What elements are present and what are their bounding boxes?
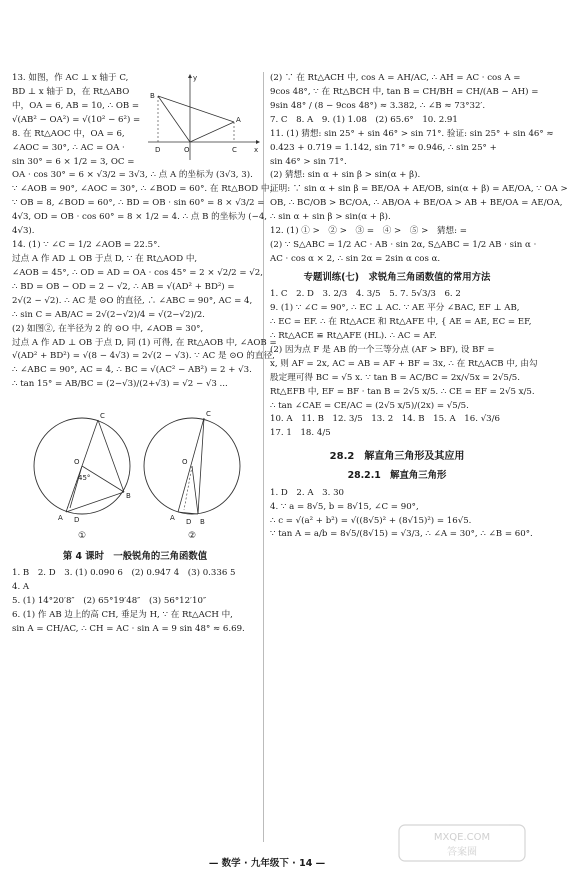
right-b-line: 1. C 2. D 3. 2/3 4. 3/5 5. 7. 5√3/3 6. 2	[270, 289, 461, 300]
right-b-line: 9. (1) ∵ ∠C = 90°, ∴ EC ⊥ AC. ∵ AE 平分 ∠BAC, EF ⊥ AB,	[270, 303, 520, 314]
left-a-line: ∴ tan 15° = AB/BC = (2−√3)/(2+√3) = √2 − √3 ...	[12, 379, 228, 390]
problems-6-12-text	[270, 72, 568, 267]
problem-13-coordinate-figure	[144, 72, 262, 164]
special-training-answers	[270, 288, 538, 441]
watermark-logo	[398, 824, 526, 862]
left-a-line: 过点 A 作 AD ⊥ OB 于点 D, ∵ 在 Rt△AOD 中,	[12, 253, 198, 264]
right-a-line: 0.423 + 0.719 = 1.142, sin 71° ≈ 0.946, ∴ sin 25° +	[270, 142, 497, 153]
c1-label-o: O	[74, 458, 80, 467]
problem-14-circle-figures	[12, 396, 258, 546]
right-b-line: 10. A 11. B 12. 3/5 13. 2 14. B 15. A 16. √3/6	[270, 414, 501, 425]
label-point-o: O	[184, 146, 190, 154]
left-a-line: OA · cos 30° = 6 × √3/2 = 3√3, ∴ 点 A 的坐标为 (3√3, 3).	[12, 170, 253, 181]
left-b-line: 1. B 2. D 3. (1) 0.090 6 (2) 0.947 4 (3) 0.336 5	[12, 568, 236, 579]
right-a-line: 9sin 48° / (8 − 9cos 48°) ≈ 3.382, ∴ ∠B ≈ 73°32′.	[270, 100, 486, 111]
c1-angle-label: 45°	[78, 474, 91, 483]
right-column	[270, 72, 568, 542]
right-a-line: 9cos 48°, ∵ 在 Rt△BCH 中, tan B = CH/BH = CH/(AB − AH) =	[270, 86, 539, 97]
lesson-4-answers	[12, 567, 258, 637]
c1-label-b: B	[126, 492, 131, 501]
left-a-line: ∠AOB = 45°, ∴ OD = AD = OA · cos 45° = 2 × √2/2 = √2,	[12, 267, 263, 278]
left-b-line: sin A = CH/AC, ∴ CH = AC · sin A = 9 sin 48° ≈ 6.69.	[12, 624, 245, 635]
c1-label-c: C	[100, 412, 105, 421]
right-b-line: 17. 1 18. 4/5	[270, 428, 331, 439]
left-a-line: 8. 在 Rt△AOC 中，OA = 6,	[12, 128, 125, 139]
left-b-line: 5. (1) 14°20′8″ (2) 65°19′48″ (3) 56°12′10″	[12, 596, 207, 607]
right-a-line: (2) ∵ S△ABC = 1/2 AC · AB · sin 2α, S△ABC = 1/2 AB · sin α ·	[270, 240, 537, 251]
label-point-a: A	[236, 116, 241, 124]
c2-label-a: A	[170, 514, 175, 523]
right-a-line: (2) 猜想: sin α + sin β > sin(α + β).	[270, 170, 421, 181]
svg-text:答案圈: 答案圈	[447, 847, 477, 858]
left-a-line: 4√3).	[12, 226, 35, 237]
right-a-line: 7. C 8. A 9. (1) 1.08 (2) 65.6° 10. 2.91	[270, 114, 458, 125]
c2-label-o: O	[182, 458, 188, 467]
left-a-line: ∴ ∠ABC = 90°, AC = 4, ∴ BC = √(AC² − AB²) = 2 + √3.	[12, 365, 252, 376]
left-a-line: BD ⊥ x 轴于 D，在 Rt△ABO	[12, 86, 130, 97]
left-column	[12, 72, 279, 637]
left-a-line: √(AB² − OA²) = √(10² − 6²) =	[12, 114, 141, 125]
left-a-line: 4√3, OD = OB · cos 60° = 8 × 1/2 = 4. ∴ 点 B 的坐标为 (−4,	[12, 212, 268, 223]
section-28-2-1-answers	[270, 487, 533, 543]
c2-label-d: D	[186, 518, 192, 527]
left-a-line: ∴ sin C = AB/AC = 2√(2−√2)/4 = √(2−√2)/2.	[12, 309, 205, 320]
right-a-line: AC · cos α × 2, ∴ sin 2α = 2sin α cos α.	[270, 253, 441, 264]
left-b-line: 6. (1) 作 AB 边上的高 CH, 垂足为 H, ∵ 在 Rt△ACH 中,	[12, 610, 233, 621]
right-b-line: Rt△EFB 中, EF = BF · tan B = 2√5 x/5. ∴ CE = EF = 2√5 x/5.	[270, 386, 535, 397]
right-a-line: 12. (1) ① > ② > ③ = ④ > ⑤ > 猜想: =	[270, 226, 467, 237]
right-b-line: ∴ tan ∠CAE = CE/AC = (2√5 x/5)/(2x) = √5/5.	[270, 400, 469, 411]
left-a-line: 14. (1) ∵ ∠C = 1/2 ∠AOB = 22.5°.	[12, 240, 161, 251]
section-heading-28-2-1: 28.2.1 解直角三角形	[347, 470, 447, 482]
right-b-line: ∴ Rt△ACE ≌ Rt△AFE (HL). ∴ AC = AF.	[270, 330, 437, 341]
left-a-line: ∵ OB = 8, ∠BOD = 60°, ∴ BD = OB · sin 60° = 8 × √3/2 =	[12, 198, 265, 209]
left-a-line: 过点 A 作 AD ⊥ OB 于点 D, 同 (1) 可得, 在 Rt△AOB 中, ∠AOB =	[12, 337, 277, 348]
section-heading-lesson-4: 第 4 课时 一般锐角的三角函数值	[62, 551, 208, 563]
c1-label-a: A	[58, 514, 63, 523]
right-c-line: ∵ tan A = a/b = 8√5/(8√15) = √3/3, ∴ ∠A = 30°, ∴ ∠B = 60°.	[270, 529, 533, 540]
right-c-line: 4. ∵ a = 8√5, b = 8√15, ∠C = 90°,	[270, 501, 419, 512]
left-b-line: 4. A	[12, 582, 30, 593]
right-b-line: 股定理可得 BC = √5 x. ∵ tan B = AC/BC = 2x/√5x = 2√5/5.	[270, 372, 520, 383]
label-y-axis: y	[193, 74, 198, 82]
left-a-line: √(AD² + BD²) = √(8 − 4√3) = 2√(2 − √3). ∵ AC 是 ⊙O 的直径,	[12, 351, 275, 362]
section-heading-28-2: 28.2 解直角三角形及其应用	[329, 451, 465, 463]
right-b-line: (2) 因为点 F 是 AB 的一个三等分点 (AF > BF), 设 BF =	[270, 344, 495, 355]
circle-figures-svg	[12, 396, 258, 546]
left-a-line: sin 30° = 6 × 1/2 = 3, OC =	[12, 156, 135, 167]
page-footer: — 数学 · 九年级下 · 14 —	[208, 858, 326, 869]
left-a-line: (2) 如图②, 在半径为 2 的 ⊙O 中, ∠AOB = 30°,	[12, 323, 204, 334]
right-a-line: sin 46° > sin 71°.	[270, 156, 347, 167]
left-a-line: ∵ ∠AOB = 90°, ∠AOC = 30°, ∴ ∠BOD = 60°. 在 Rt△BOD 中，	[12, 184, 279, 195]
label-point-b: B	[150, 92, 155, 100]
label-point-d: D	[155, 146, 161, 154]
label-x-axis: x	[254, 146, 259, 154]
right-b-line: x, 则 AF = 2x, AC = AB = AF + BF = 3x, ∴ 在 Rt△ACB 中, 由勾	[270, 358, 538, 369]
c2-number: ②	[188, 531, 197, 542]
left-a-line: 2√(2 − √2). ∴ AC 是 ⊙O 的直径, ∴ ∠ABC = 90°, AC = 4,	[12, 295, 253, 306]
label-point-c: C	[232, 146, 237, 154]
right-c-line: ∴ c = √(a² + b²) = √((8√5)² + (8√15)²) = 16√5.	[270, 515, 472, 526]
svg-text:MXQE.COM: MXQE.COM	[433, 832, 491, 843]
left-a-line: ∴ BD = OB − OD = 2 − √2, ∴ AB = √(AD² + BD²) =	[12, 281, 235, 292]
right-b-line: ∴ EC = EF. ∴ 在 Rt△ACE 和 Rt△AFE 中, { AE = AE, EC = EF,	[270, 316, 532, 327]
section-heading-special-training-7: 专题训练(七) 求锐角三角函数值的常用方法	[303, 271, 491, 283]
right-c-line: 1. D 2. A 3. 30	[270, 487, 345, 498]
right-a-line: ∴ sin α + sin β > sin(α + β).	[270, 212, 391, 223]
left-a-line: 13. 如图，作 AC ⊥ x 轴于 C,	[12, 73, 129, 83]
left-a-line: ∠AOC = 30°, ∴ AC = OA ·	[12, 142, 125, 153]
right-a-line: 11. (1) 猜想: sin 25° + sin 46° > sin 71°. 验证: sin 25° + sin 46° ≈	[270, 128, 554, 139]
c1-label-d: D	[74, 516, 80, 525]
right-a-line: (2) ∵ 在 Rt△ACH 中, cos A = AH/AC, ∴ AH = AC · cos A =	[270, 73, 521, 83]
right-a-line: OB, ∴ BC/OB > BC/OA, ∴ AB/OA + BE/OA > AB + BE/OA = AE/OA,	[270, 198, 563, 209]
right-a-line: 证明: ∵ sin α + sin β = BE/OA + AE/OB, sin(α + β) = AE/OA, ∵ OA >	[270, 184, 568, 195]
c2-label-b: B	[200, 518, 205, 527]
left-a-line: 中，OA = 6, AB = 10, ∴ OB =	[12, 100, 140, 111]
c2-label-c: C	[206, 410, 211, 419]
c1-number: ①	[78, 531, 87, 542]
